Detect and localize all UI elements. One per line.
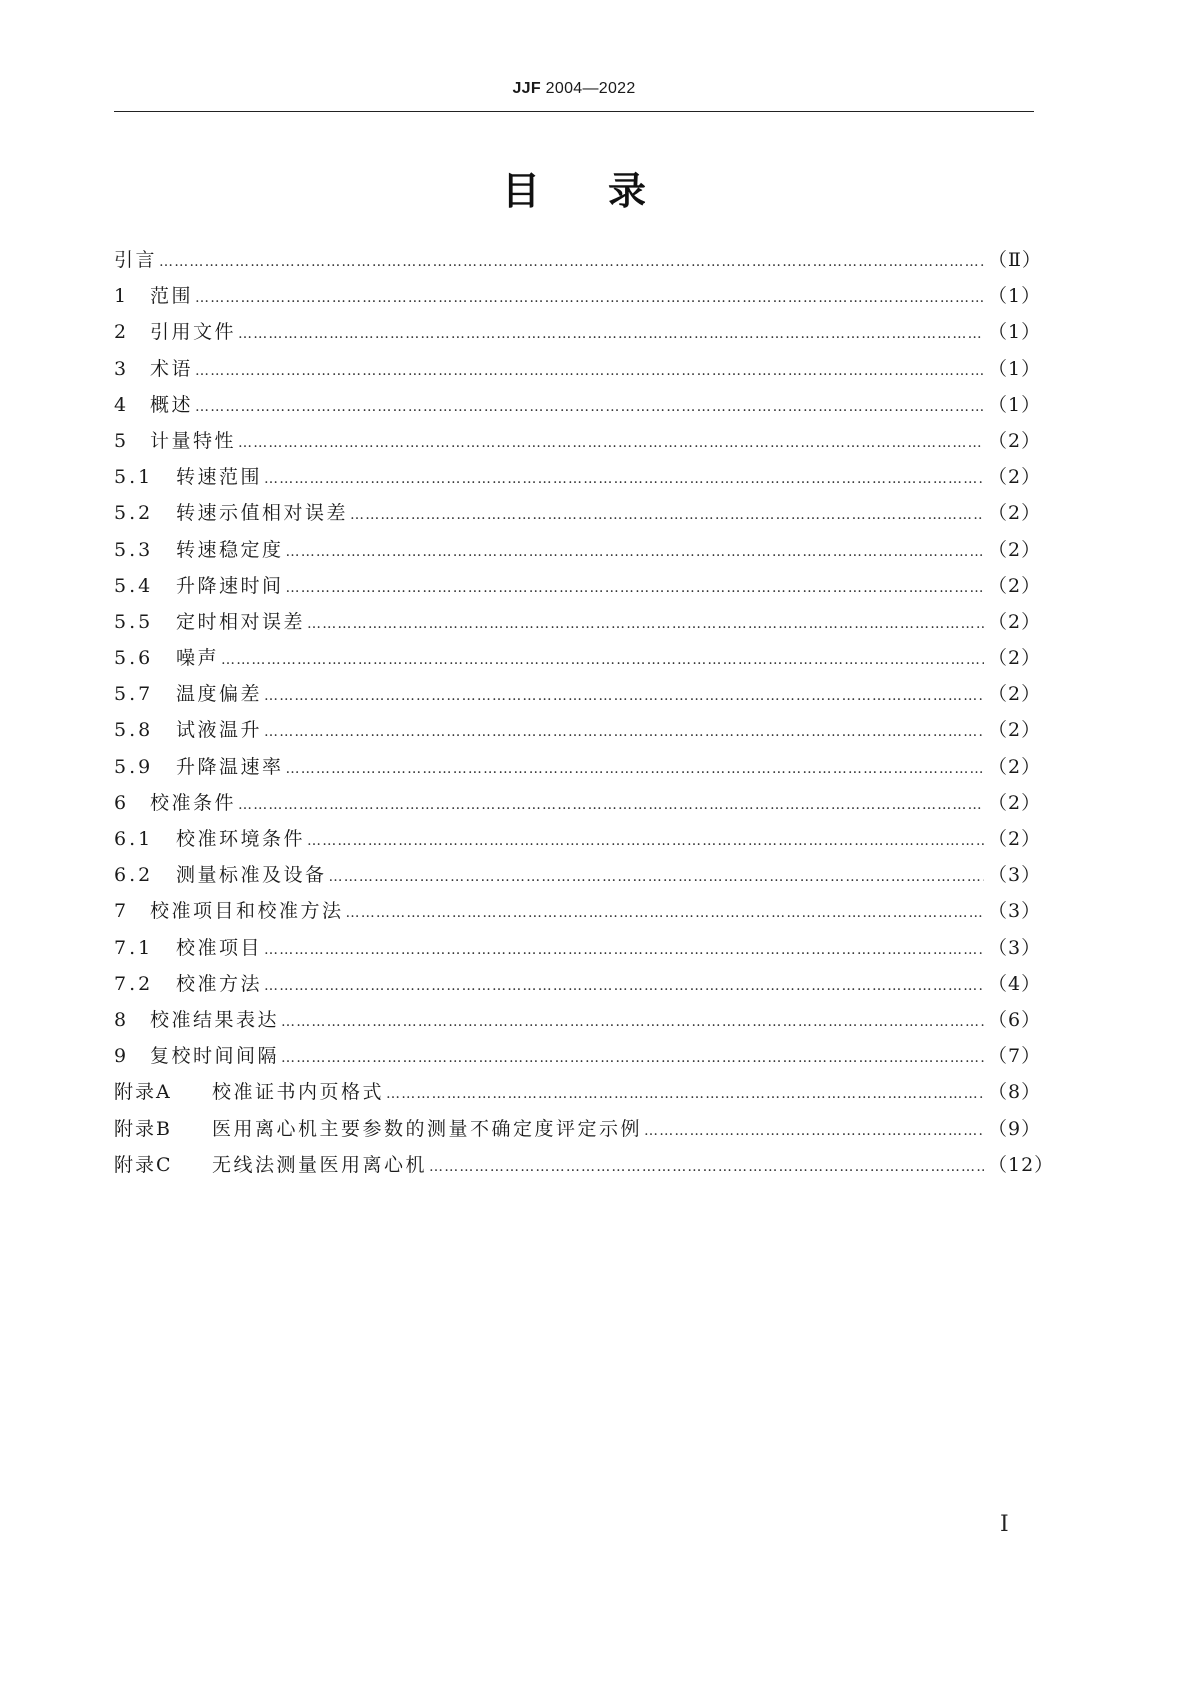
toc-entry[interactable]	[114, 604, 1042, 640]
toc-entry-title: 定时相对误差	[176, 610, 306, 633]
toc-leader-dots	[264, 714, 984, 750]
toc-leader-dots	[195, 389, 984, 425]
toc-entry-number: 5.2	[114, 502, 154, 525]
toc-entry[interactable]	[114, 749, 1042, 785]
toc-entry-number: 7	[114, 900, 130, 923]
toc-leader-dots	[159, 244, 984, 280]
toc-leader-dots	[329, 859, 984, 895]
toc-leader-dots	[238, 425, 984, 461]
toc-entry-number: 7.2	[114, 972, 154, 995]
toc-entry-title: 校准条件	[150, 791, 237, 814]
page-number: I	[1000, 1512, 1009, 1537]
toc-leader-dots	[238, 316, 984, 352]
header-standard-code: JJF	[512, 80, 541, 97]
toc-entry[interactable]	[114, 495, 1042, 531]
toc-entry-page: （3）	[988, 864, 1042, 887]
toc-entry-page: （2）	[988, 466, 1042, 489]
toc-entry-number: 6.2	[114, 864, 154, 887]
toc-entry-number: 2	[114, 321, 130, 344]
toc-leader-dots	[281, 1040, 984, 1076]
toc-entry-page: （2）	[988, 719, 1042, 742]
toc-entry-title: 校准项目	[176, 936, 263, 959]
toc-entry-page: （1）	[988, 393, 1042, 416]
toc-leader-dots	[286, 534, 984, 570]
toc-leader-dots	[264, 968, 984, 1004]
toc-entry-title: 无线法测量医用离心机	[212, 1153, 428, 1176]
toc-entry-title: 转速示值相对误差	[176, 502, 349, 525]
toc-leader-dots	[221, 642, 984, 678]
toc-leader-dots	[264, 461, 984, 497]
toc-entry-page: （2）	[988, 791, 1042, 814]
toc-entry[interactable]	[114, 351, 1042, 387]
header-standard-number: 2004—2022	[545, 80, 636, 97]
toc-entry-number: 5.3	[114, 538, 154, 561]
toc-entry[interactable]	[114, 857, 1042, 893]
toc-entry-page: （9）	[988, 1117, 1042, 1140]
toc-entry-title: 计量特性	[150, 429, 237, 452]
toc-entry[interactable]	[114, 1002, 1042, 1038]
toc-entry-title: 升降温速率	[176, 755, 284, 778]
toc-entry[interactable]	[114, 1074, 1042, 1110]
header-rule	[114, 111, 1034, 112]
toc-entry-page: （4）	[988, 972, 1042, 995]
toc-entry-page: （12）	[988, 1153, 1055, 1176]
toc-entry-number: 8	[114, 1008, 130, 1031]
toc-entry[interactable]	[114, 785, 1042, 821]
toc-entry-title: 测量标准及设备	[176, 864, 327, 887]
toc-entry-number: 5.1	[114, 466, 154, 489]
toc-entry-number: 6.1	[114, 828, 154, 850]
toc-entry-number: 5.6	[114, 647, 154, 670]
toc-entry-number: 5.7	[114, 683, 154, 706]
toc-entry-number: 5.4	[114, 574, 154, 597]
toc-leader-dots	[195, 353, 984, 389]
toc-leader-dots	[429, 1149, 984, 1185]
toc-entry-number: 5.5	[114, 610, 154, 633]
toc-entry[interactable]	[114, 532, 1042, 568]
toc-entry-title: 术语	[150, 357, 194, 380]
toc-entry-page: （6）	[988, 1008, 1042, 1031]
toc-entry-page: （2）	[988, 610, 1042, 633]
toc-entry-title: 噪声	[176, 647, 220, 670]
toc-entry-page: （1）	[988, 285, 1042, 308]
toc-entry-number: 5.9	[114, 755, 154, 778]
toc-entry-page: （2）	[988, 683, 1042, 706]
toc-entry[interactable]	[114, 821, 1042, 857]
toc-entry-title: 引言	[114, 249, 158, 271]
toc-entry-page: （7）	[988, 1045, 1042, 1068]
toc-entry-number: 7.1	[114, 936, 154, 959]
toc-entry-title: 转速范围	[176, 466, 263, 489]
toc-entry[interactable]	[114, 676, 1042, 712]
toc-entry-number: 3	[114, 357, 130, 380]
toc-entry-number: 4	[114, 393, 130, 416]
toc-entry-page: （8）	[988, 1081, 1042, 1104]
toc-entry[interactable]	[114, 278, 1042, 314]
toc-entry-page: （2）	[988, 429, 1042, 452]
toc-entry[interactable]	[114, 640, 1042, 676]
toc-leader-dots	[307, 606, 984, 642]
toc-entry-title: 校准结果表达	[150, 1008, 280, 1031]
toc-entry-page: （2）	[988, 647, 1042, 670]
toc-leader-dots	[264, 932, 984, 968]
toc-entry[interactable]	[114, 314, 1042, 350]
toc-leader-dots	[644, 1113, 984, 1149]
toc-entry-page: （1）	[988, 357, 1042, 380]
toc-entry-number: 附录B	[114, 1117, 172, 1140]
table-of-contents	[114, 242, 1055, 1183]
toc-leader-dots	[386, 1076, 984, 1112]
toc-entry-page: （2）	[988, 755, 1042, 778]
toc-entry[interactable]	[114, 966, 1042, 1002]
toc-entry[interactable]	[114, 242, 1042, 278]
toc-entry-title: 概述	[150, 393, 194, 416]
toc-leader-dots	[346, 895, 984, 931]
toc-leader-dots	[238, 787, 984, 823]
toc-entry[interactable]	[114, 459, 1042, 495]
toc-entry-number: 5	[114, 429, 130, 452]
toc-entry-title: 范围	[150, 285, 194, 308]
toc-entry[interactable]	[114, 893, 1042, 929]
toc-leader-dots	[195, 280, 984, 316]
page-title: 目录	[501, 169, 714, 213]
toc-entry-page: （2）	[988, 574, 1042, 597]
toc-entry-title: 医用离心机主要参数的测量不确定度评定示例	[212, 1117, 643, 1140]
toc-entry[interactable]	[114, 1111, 1042, 1147]
toc-entry[interactable]	[114, 387, 1042, 423]
toc-entry[interactable]	[114, 930, 1042, 966]
toc-entry-title: 引用文件	[150, 321, 237, 344]
toc-entry[interactable]	[114, 1038, 1042, 1074]
toc-entry-title: 温度偏差	[176, 683, 263, 706]
toc-entry[interactable]	[114, 712, 1042, 748]
toc-entry-title: 转速稳定度	[176, 538, 284, 561]
toc-entry-number: 附录A	[114, 1081, 172, 1104]
toc-entry-title: 校准环境条件	[176, 828, 306, 850]
toc-leader-dots	[350, 497, 984, 533]
toc-leader-dots	[286, 570, 984, 606]
toc-entry-number: 附录C	[114, 1153, 173, 1176]
toc-leader-dots	[264, 678, 984, 714]
toc-entry-title: 校准项目和校准方法	[150, 900, 344, 923]
toc-leader-dots	[281, 1004, 984, 1040]
running-header	[114, 80, 1034, 98]
toc-entry-number: 5.8	[114, 719, 154, 742]
toc-entry-title: 校准方法	[176, 972, 263, 995]
toc-entry-number: 6	[114, 791, 130, 814]
toc-entry-title: 校准证书内页格式	[212, 1081, 385, 1104]
toc-entry-title: 试液温升	[176, 719, 263, 742]
toc-entry-page: （2）	[988, 828, 1042, 850]
toc-entry-page: （1）	[988, 321, 1042, 344]
toc-entry-page: （3）	[988, 900, 1042, 923]
toc-entry[interactable]	[114, 423, 1042, 459]
toc-entry-number: 9	[114, 1045, 130, 1068]
toc-entry[interactable]	[114, 568, 1042, 604]
toc-entry[interactable]	[114, 1147, 1055, 1183]
toc-entry-page: （Ⅱ）	[988, 249, 1042, 271]
toc-entry-title: 复校时间间隔	[150, 1045, 280, 1068]
toc-entry-page: （2）	[988, 538, 1042, 561]
toc-leader-dots	[286, 751, 984, 787]
toc-entry-page: （2）	[988, 502, 1042, 525]
toc-entry-page: （3）	[988, 936, 1042, 959]
toc-entry-number: 1	[114, 285, 130, 308]
toc-entry-title: 升降速时间	[176, 574, 284, 597]
toc-leader-dots	[307, 823, 984, 859]
